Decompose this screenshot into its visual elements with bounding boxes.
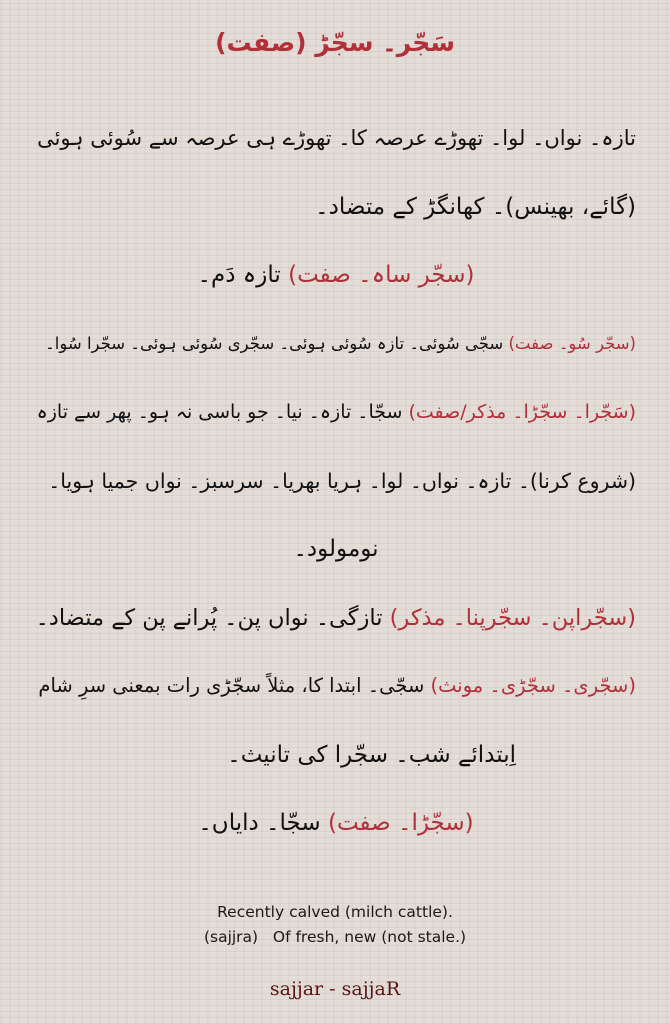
definition-line-6 — [36, 461, 636, 530]
urdu-definition-block — [36, 118, 636, 872]
definition-line-7 — [36, 529, 636, 598]
definition-line-2 — [36, 187, 636, 256]
definition-line-5 — [36, 392, 636, 461]
definition-lead: (سجّڑا۔ صفت) — [327, 810, 474, 836]
definition-text: سجّی سُوئی۔ تازہ سُوئی ہوئی۔ سجّری سُوئی ہوئی۔ سجّرا سُوا۔ — [45, 333, 509, 353]
definition-line-8 — [36, 598, 636, 667]
definition-lead: (سجّراپن۔ سجّرپنا۔ مذکر) — [389, 604, 636, 631]
definition-line-3 — [36, 255, 636, 324]
definition-lead: (سَجّرا۔ سجّڑا۔ مذکر/صفت) — [408, 401, 636, 423]
definition-text: سجّا۔ دایاں۔ — [198, 810, 328, 836]
entry-heading: سَجّر۔ سجّڑ (صفت) — [215, 28, 455, 57]
english-line-1: Recently calved (milch cattle). — [217, 903, 453, 921]
definition-text: تازگی۔ نواں پن۔ پُرانے پن کے متضاد۔ — [36, 604, 390, 631]
definition-line-10 — [36, 735, 636, 804]
definition-text: (گائے، بھینس)۔ کھانگڑ کے متضاد۔ — [315, 193, 636, 220]
definition-text: سجّا۔ تازہ۔ نیا۔ جو باسی نہ ہو۔ پھر سے تازہ — [36, 401, 409, 423]
definition-line-11 — [36, 803, 636, 872]
transliteration-title: sajjar - sajjaR — [269, 978, 401, 1000]
definition-text: اِبتدائے شب۔ سجّرا کی تانیث۔ — [227, 741, 516, 768]
definition-text: (شروع کرنا)۔ تازہ۔ نواں۔ لوا۔ ہریا بھریا۔ سرسبز۔ نواں جمیا ہویا۔ — [48, 468, 636, 493]
definition-text: نومولود۔ — [293, 536, 379, 562]
definition-text: تازہ۔ نواں۔ لوا۔ تھوڑے عرصہ کا۔ تھوڑے ہی عرصہ سے سُوئی ہوئی — [37, 126, 636, 150]
english-translation — [0, 900, 670, 950]
definition-text: تازہ دَم۔ — [197, 262, 289, 288]
definition-lead: (سجّر سُو۔ صفت) — [508, 333, 636, 353]
definition-lead: (سجّر ساہ۔ صفت) — [288, 262, 475, 288]
definition-line-9 — [36, 666, 636, 735]
definition-lead: (سجّری۔ سجّڑی۔ مونث) — [430, 674, 636, 697]
definition-line-4 — [36, 324, 636, 393]
definition-line-1 — [36, 118, 636, 187]
definition-text: سجّی۔ ابتدا کا، مثلاً سجّڑی رات بمعنی سرِ شام — [38, 674, 431, 697]
english-line-2: (sajjra) Of fresh, new (not stale.) — [203, 928, 467, 946]
